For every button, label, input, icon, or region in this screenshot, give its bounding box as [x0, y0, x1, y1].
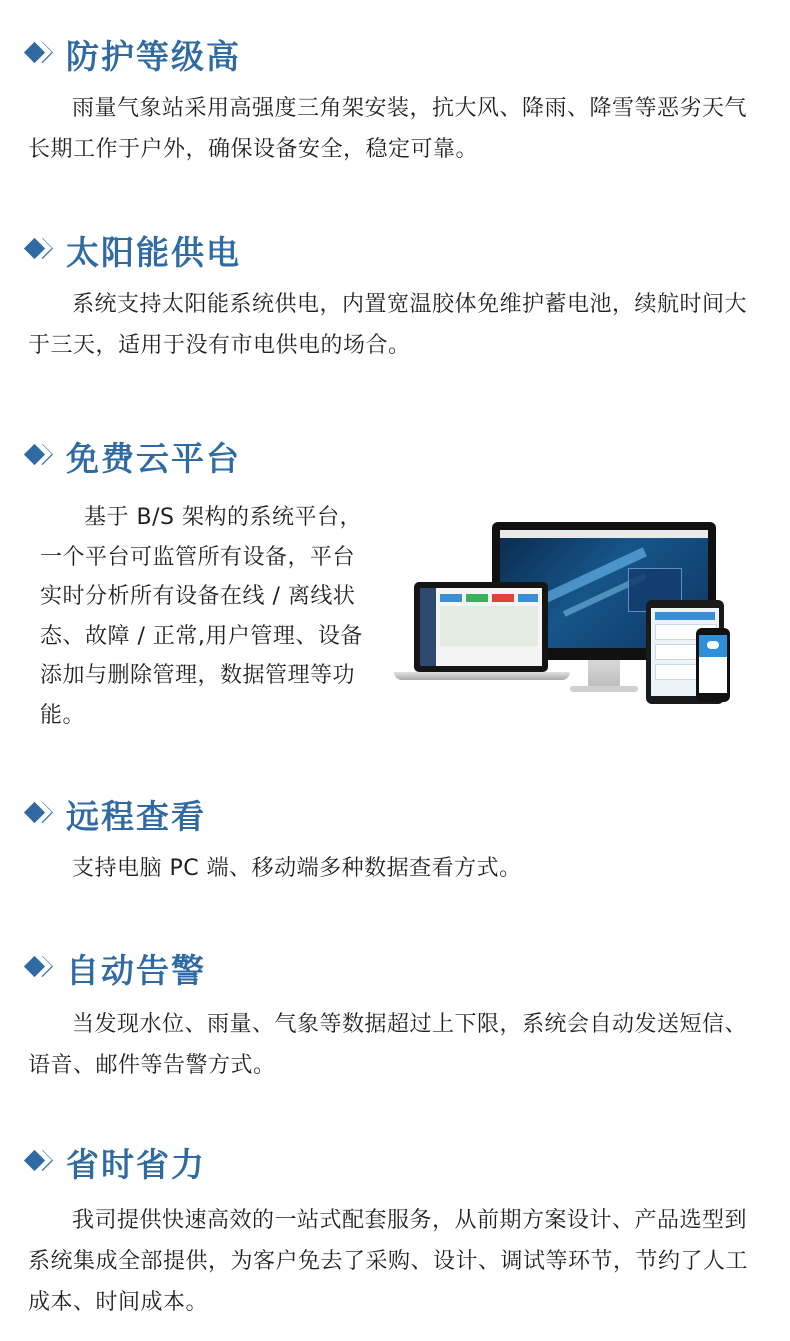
section-heading	[24, 792, 206, 836]
diamond-icon	[24, 956, 54, 980]
device-illustration	[392, 522, 742, 712]
section-title: 免费云平台	[66, 438, 241, 478]
monitor-base	[570, 686, 638, 692]
section-body: 雨量气象站采用高强度三角架安装，抗大风、降雨、降雪等恶劣天气长期工作于户外，确保设备安全，稳定可靠。	[28, 96, 748, 162]
phone-image	[696, 628, 730, 702]
section-heading	[24, 228, 241, 272]
section-body: 基于 B/S 架构的系统平台，一个平台可监管所有设备，平台实时分析所有设备在线 / 离线状态、故障 / 正常,用户管理、设备添加与删除管理，数据管理等功能。	[40, 505, 363, 728]
section-body: 我司提供快速高效的一站式配套服务，从前期方案设计、产品选型到系统集成全部提供，为客户免去了采购、设计、调试等环节，节约了人工成本、时间成本。	[28, 1208, 749, 1315]
laptop-image	[414, 582, 548, 672]
section-title: 太阳能供电	[66, 232, 241, 272]
section-title: 自动告警	[66, 950, 206, 990]
section-heading	[24, 32, 241, 76]
diamond-icon	[24, 42, 54, 66]
section-heading	[24, 1140, 206, 1184]
laptop-base	[394, 672, 570, 680]
section-title: 远程查看	[66, 796, 206, 836]
monitor-stand	[588, 660, 620, 688]
section-body: 系统支持太阳能系统供电，内置宽温胶体免维护蓄电池，续航时间大于三天，适用于没有市电供电的场合。	[28, 292, 748, 358]
section-body: 支持电脑 PC 端、移动端多种数据查看方式。	[72, 856, 522, 881]
section-heading	[24, 946, 206, 990]
section-body: 当发现水位、雨量、气象等数据超过上下限，系统会自动发送短信、语音、邮件等告警方式。	[28, 1012, 748, 1078]
diamond-icon	[24, 238, 54, 262]
section-title: 省时省力	[66, 1144, 206, 1184]
diamond-icon	[24, 802, 54, 826]
section-heading	[24, 434, 241, 478]
diamond-icon	[24, 444, 54, 468]
section-title: 防护等级高	[66, 36, 241, 76]
diamond-icon	[24, 1150, 54, 1174]
